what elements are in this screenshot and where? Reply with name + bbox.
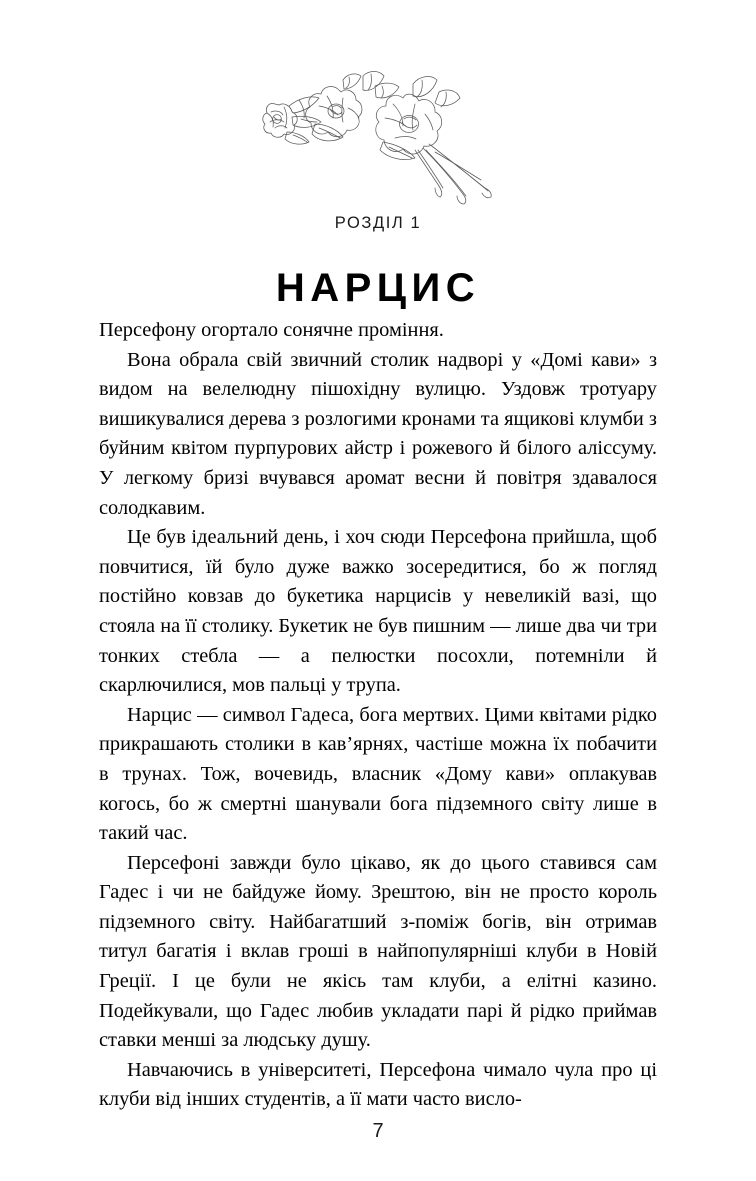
page-number: 7 <box>372 1120 384 1142</box>
paragraph: Це був ідеальний день, і хоч сюди Персефона прийшла, щоб повчитися, їй було дуже важко зосередитися, бо ж погляд постійно ковзав до букетика нарцисів у невеликій вазі, що стояла на її столику. Букетик не був пишним — лише два чи три тонких стебла — а пелюстки посохли, потемніли й скарлючилися, мов пальці у трупа. <box>99 526 657 697</box>
paragraph: Нарцис — символ Гадеса, бога мертвих. Цими квітами рідко прикрашають столики в кав’ярнях, частіше можна їх побачити в трунах. Тож, вочевидь, власник «Дому кави» оплакував когось, бо ж смертні шанували бога підземного світу лише в такий час. <box>99 703 657 845</box>
paragraph: Вона обрала свій звичний столик надворі у «Домі кави» з видом на велелюдну пішохідну вулицю. Уздовж тротуару вишикувалися дерева з розлогими кронами та ящикові клумби з буйним квітом пурпурових айстр і рожевого й білого аліссуму. У легкому бризі вчувався аромат весни й повітря здавалося солодкавим. <box>99 348 657 519</box>
paragraph: Персефоні завжди було цікаво, як до цього ставився сам Гадес і чи не байдуже йому. Зрештою, він не просто король підземного світу. Найбагатший з-поміж богів, він отримав титул багатія і вклав гроші в найпопулярніші клуби в Новій Греції. І це були не якісь там клуби, а елітні казино. Подейкували, що Гадес любив укладати парі й рідко приймав ставки менші за людську душу. <box>99 851 657 1052</box>
paragraph: Навчаючись в університеті, Персефона чимало чула про ці клуби від інших студентів, а її мати часто висло- <box>99 1058 657 1111</box>
chapter-label: РОЗДІЛ 1 <box>334 214 422 232</box>
body-text <box>99 316 657 1115</box>
paragraph: Персефону огортало сонячне проміння. <box>99 319 444 341</box>
daffodil-bouquet-icon <box>243 62 513 207</box>
chapter-title: НАРЦИС <box>275 265 481 310</box>
chapter-ornament <box>0 62 756 207</box>
